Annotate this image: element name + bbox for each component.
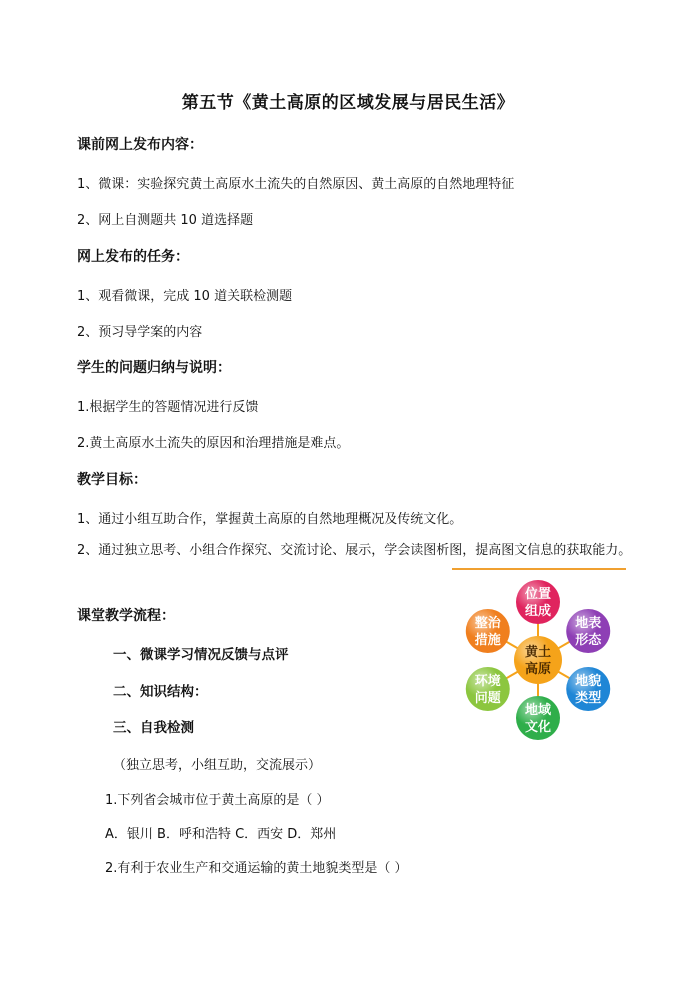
flow-step-1: 一、微课学习情况反馈与点评 — [113, 647, 289, 663]
node-culture — [516, 696, 560, 740]
flow-step-3: 三、自我检测 — [113, 720, 194, 736]
tasks-item-1: 1、观看微课，完成 10 道关联检测题 — [77, 289, 293, 304]
node-location — [516, 580, 560, 624]
question-1-stem: 1.下列省会城市位于黄土高原的是（ ） — [105, 793, 330, 808]
knowledge-structure-diagram — [452, 568, 626, 752]
pre-class-item-2: 2、网上自测题共 10 道选择题 — [77, 213, 254, 228]
diagram-svg — [452, 568, 626, 752]
node-center-label-1: 黄土 — [524, 645, 552, 660]
pre-class-heading: 课前网上发布内容： — [77, 137, 203, 153]
page-title: 第五节《黄土高原的区域发展与居民生活》 — [181, 93, 515, 113]
node-landform-label-2: 类型 — [575, 691, 602, 706]
flow-note: （独立思考，小组互助，交流展示） — [113, 758, 322, 773]
node-culture-label-1: 地域 — [524, 703, 552, 718]
node-environment — [466, 667, 510, 711]
node-location-label-1: 位置 — [524, 587, 552, 602]
goals-item-2: 2、通过独立思考、小组合作探究、交流讨论、展示，学会读图析图，提高图文信息的获取能力。 — [77, 543, 632, 558]
node-environment-label-1: 环境 — [474, 674, 501, 689]
node-landform-label-1: 地貌 — [575, 674, 602, 689]
question-2-stem: 2.有利于农业生产和交通运输的黄土地貌类型是（ ） — [105, 861, 408, 876]
node-location-label-2: 组成 — [524, 604, 552, 619]
node-surface — [566, 609, 610, 653]
tasks-heading: 网上发布的任务： — [77, 249, 189, 265]
node-surface-label-1: 地表 — [575, 616, 602, 631]
pre-class-item-1: 1、微课：实验探究黄土高原水土流失的自然原因、黄土高原的自然地理特征 — [77, 177, 515, 192]
problems-item-1: 1.根据学生的答题情况进行反馈 — [77, 400, 259, 415]
flow-step-2: 二、知识结构： — [113, 684, 208, 700]
node-landform — [566, 667, 610, 711]
node-surface-label-2: 形态 — [575, 633, 602, 648]
node-governance-label-2: 措施 — [474, 633, 501, 648]
goals-heading: 教学目标： — [77, 472, 147, 488]
tasks-item-2: 2、预习导学案的内容 — [77, 325, 203, 340]
node-environment-label-2: 问题 — [474, 691, 501, 706]
node-center — [514, 636, 562, 684]
problems-heading: 学生的问题归纳与说明： — [77, 360, 231, 376]
question-1-options: A．银川 B．呼和浩特 C．西安 D．郑州 — [105, 827, 337, 842]
node-center-label-2: 高原 — [524, 662, 552, 677]
node-culture-label-2: 文化 — [524, 720, 552, 735]
node-governance-label-1: 整治 — [474, 616, 501, 631]
node-governance — [466, 609, 510, 653]
flow-heading: 课堂教学流程： — [77, 608, 175, 624]
goals-item-1: 1、通过小组互助合作，掌握黄土高原的自然地理概况及传统文化。 — [77, 512, 463, 527]
problems-item-2: 2.黄土高原水土流失的原因和治理措施是难点。 — [77, 436, 350, 451]
